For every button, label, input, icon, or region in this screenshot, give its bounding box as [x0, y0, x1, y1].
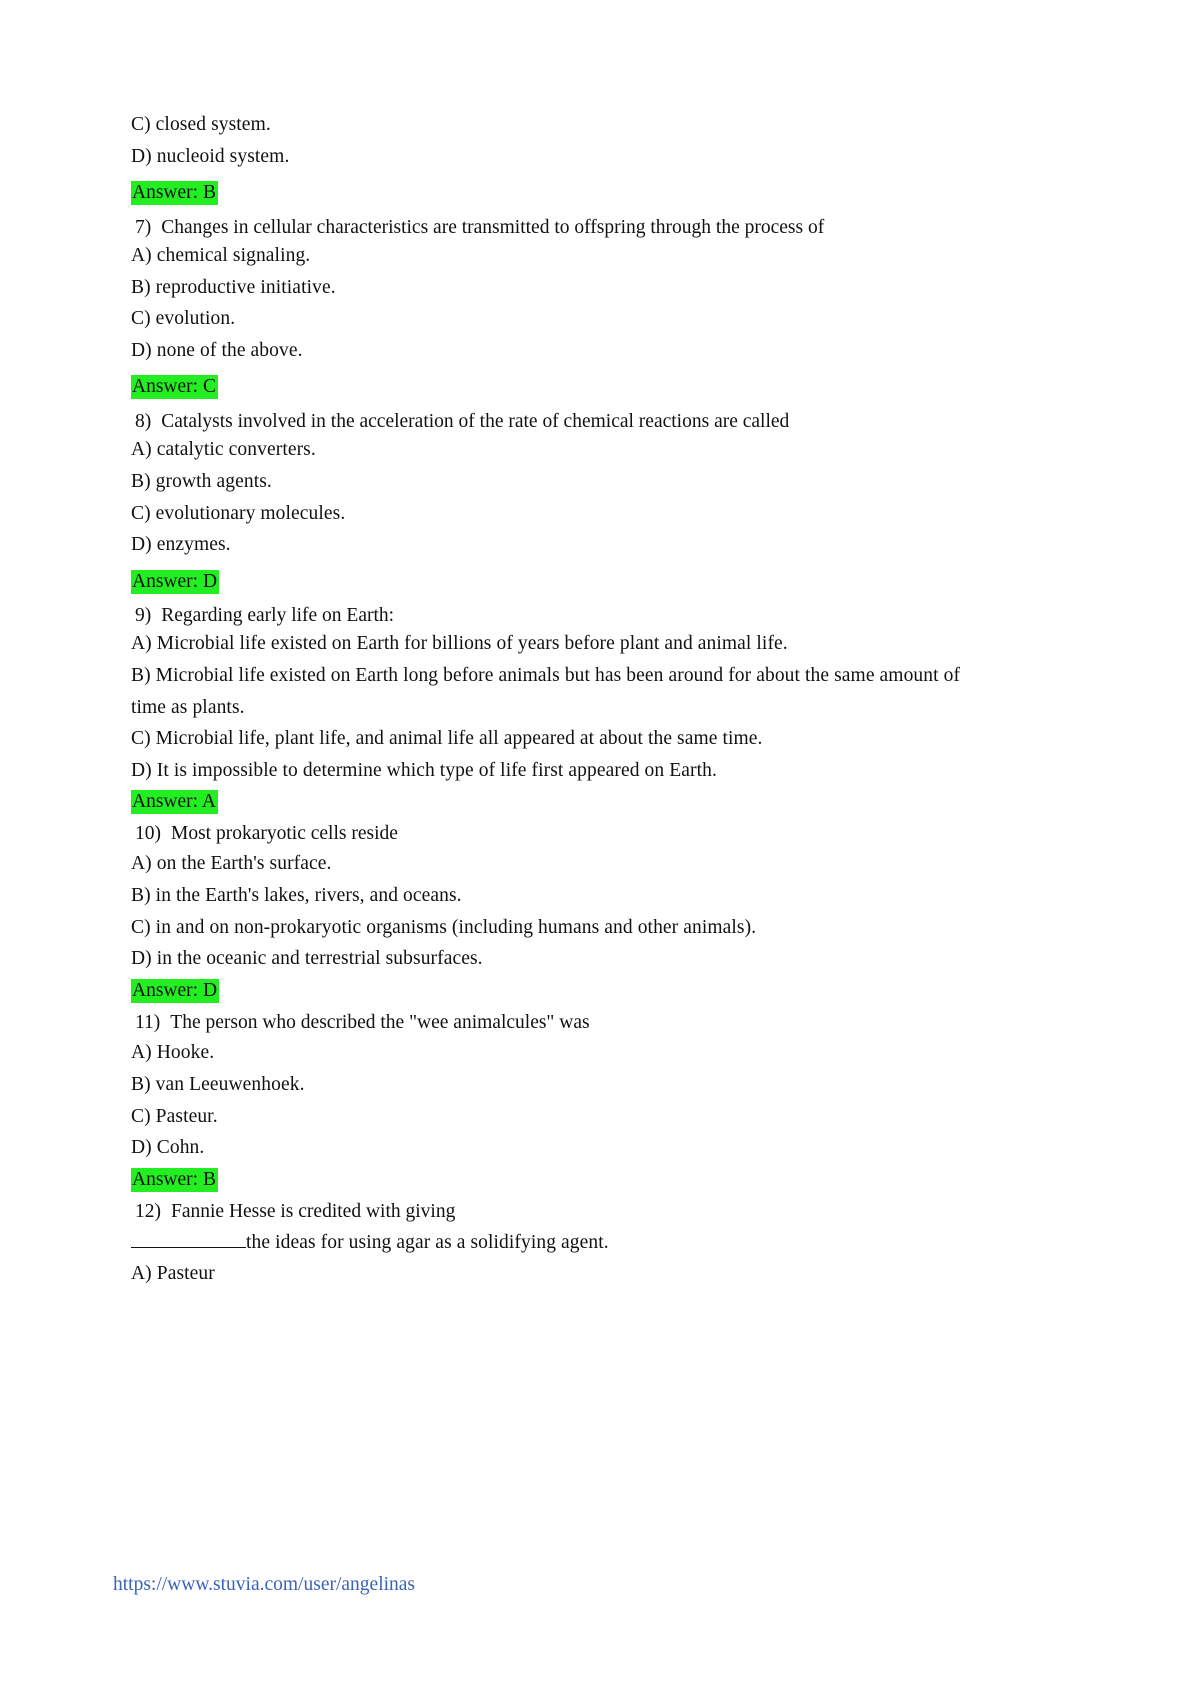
- q10-option-a: A) on the Earth's surface.: [131, 853, 332, 874]
- q10-option-b: B) in the Earth's lakes, rivers, and oceans.: [131, 885, 462, 906]
- q9-option-b-line2: time as plants.: [131, 697, 245, 718]
- q7-answer: Answer: C: [132, 376, 216, 397]
- q12-question-line2: [131, 1230, 609, 1255]
- q10-option-c: C) in and on non-prokaryotic organisms (including humans and other animals).: [131, 917, 757, 938]
- q6-option-d: D) nucleoid system.: [131, 146, 290, 167]
- q12-number: 12): [135, 1201, 161, 1222]
- q8-option-d: D) enzymes.: [131, 534, 231, 555]
- q12-text: Fannie Hesse is credited with giving: [171, 1201, 456, 1222]
- q9-option-c: C) Microbial life, plant life, and animal life all appeared at about the same time.: [131, 728, 763, 749]
- q11-number: 11): [135, 1012, 161, 1033]
- q8-number: 8): [135, 411, 152, 432]
- q9-answer: Answer: A: [132, 791, 216, 812]
- q7-question: [135, 216, 824, 240]
- q10-number: 10): [135, 823, 161, 844]
- q11-option-c: C) Pasteur.: [131, 1106, 218, 1127]
- q7-option-a: A) chemical signaling.: [131, 245, 311, 266]
- q7-number: 7): [135, 217, 152, 238]
- q8-question: [135, 410, 789, 434]
- q9-number: 9): [135, 605, 152, 626]
- q9-option-a: A) Microbial life existed on Earth for billions of years before plant and animal life.: [131, 633, 788, 654]
- q12-option-a: A) Pasteur: [131, 1263, 215, 1284]
- q12-text-line2: the ideas for using agar as a solidifying agent.: [246, 1232, 609, 1253]
- q9-option-d: D) It is impossible to determine which type of life first appeared on Earth.: [131, 760, 717, 781]
- q11-question: [135, 1011, 590, 1035]
- q6-option-c: C) closed system.: [131, 114, 271, 135]
- q11-option-a: A) Hooke.: [131, 1042, 215, 1063]
- q10-text: Most prokaryotic cells reside: [171, 823, 398, 844]
- q8-option-c: C) evolutionary molecules.: [131, 503, 346, 524]
- q11-option-b: B) van Leeuwenhoek.: [131, 1074, 305, 1095]
- q7-option-c: C) evolution.: [131, 308, 236, 329]
- q7-option-b: B) reproductive initiative.: [131, 277, 336, 298]
- q10-question: [135, 822, 398, 846]
- q10-answer: Answer: D: [132, 980, 218, 1001]
- q8-option-a: A) catalytic converters.: [131, 439, 316, 460]
- footer-url-link[interactable]: https://www.stuvia.com/user/angelinas: [113, 1574, 416, 1595]
- q9-option-b-line1: B) Microbial life existed on Earth long before animals but has been around for about the same amount of: [131, 665, 961, 686]
- q6-answer: Answer: B: [132, 182, 216, 203]
- q11-text: The person who described the "wee animalcules" was: [170, 1012, 590, 1033]
- q11-option-d: D) Cohn.: [131, 1137, 205, 1158]
- q7-option-d: D) none of the above.: [131, 340, 303, 361]
- q9-question: [135, 604, 394, 628]
- q8-answer: Answer: D: [132, 571, 218, 592]
- q11-answer: Answer: B: [132, 1169, 216, 1190]
- q8-text: Catalysts involved in the acceleration of the rate of chemical reactions are called: [161, 411, 790, 432]
- q8-option-b: B) growth agents.: [131, 471, 272, 492]
- q12-question: [135, 1200, 455, 1224]
- q7-text: Changes in cellular characteristics are transmitted to offspring through the process of: [161, 217, 825, 238]
- q10-option-d: D) in the oceanic and terrestrial subsurfaces.: [131, 948, 483, 969]
- q9-text: Regarding early life on Earth:: [161, 605, 395, 626]
- fill-in-blank: [131, 1230, 246, 1248]
